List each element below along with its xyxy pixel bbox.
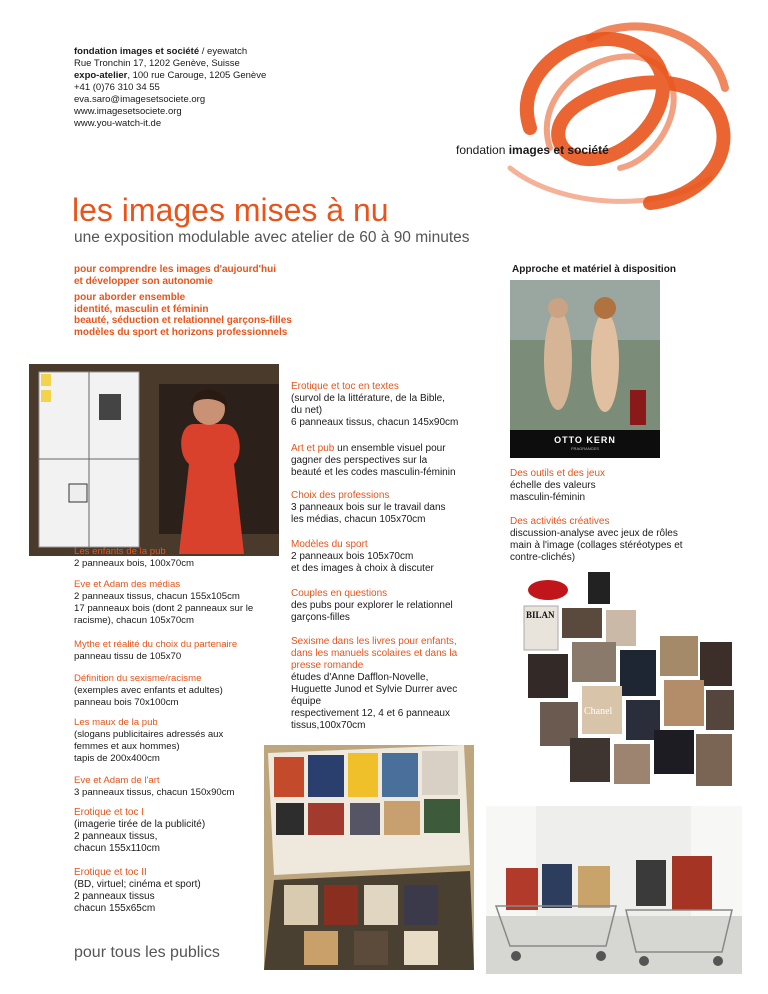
block-heading: Définition du sexisme/racisme xyxy=(74,673,202,684)
block-sexisme xyxy=(291,636,496,732)
block-heading: Eve et Adam de l'art xyxy=(74,775,160,786)
intro-line: identité, masculin et féminin xyxy=(74,303,209,315)
block-activites xyxy=(510,516,740,564)
block-line: panneau bois 70x100cm xyxy=(74,697,179,708)
intro-block xyxy=(74,264,474,343)
block-line: 3 panneaux tissus, chacun 150x90cm xyxy=(74,787,235,798)
advertisement-photo xyxy=(510,280,660,458)
block-line: (BD, virtuel; cinéma et sport) xyxy=(74,879,201,890)
block-heading: Les maux de la pub xyxy=(74,717,158,728)
block-heading: dans les manuels scolaires et dans la xyxy=(291,648,458,659)
block-heading-rest: un ensemble visuel pour xyxy=(334,443,446,454)
block-line: garçons-filles xyxy=(291,612,350,623)
block-heading: presse romande xyxy=(291,660,364,671)
block-line: 2 panneaux tissus xyxy=(74,891,155,902)
exhibition-panels-photo xyxy=(264,745,474,970)
block-enfants-pub xyxy=(74,546,274,570)
block-line: 2 panneaux bois, 100x70cm xyxy=(74,558,195,569)
block-line: tissus,100x70cm xyxy=(291,720,366,731)
block-line: des pubs pour explorer le relationnel xyxy=(291,600,453,611)
org-suffix: / eyewatch xyxy=(199,46,248,57)
block-definition xyxy=(74,673,274,709)
block-art-pub xyxy=(291,443,491,479)
block-maux-pub xyxy=(74,717,274,765)
website-link-2[interactable]: www.you-watch-it.de xyxy=(74,118,162,129)
block-heading: Les enfants de la pub xyxy=(74,546,166,557)
block-heading: Erotique et toc I xyxy=(74,807,145,818)
block-eve-adam-medias xyxy=(74,579,284,627)
block-couples xyxy=(291,588,491,624)
block-line: chacun 155x110cm xyxy=(74,843,160,854)
intro-line: pour comprendre les images d'aujourd'hui xyxy=(74,264,277,275)
block-line: 2 panneaux bois 105x70cm xyxy=(291,551,414,562)
block-line: du net) xyxy=(291,405,323,416)
block-eve-adam-art xyxy=(74,775,274,799)
logo-word-1: fondation xyxy=(456,143,509,157)
block-line: chacun 155x65cm xyxy=(74,903,156,914)
block-mythe xyxy=(74,639,274,663)
block-line: racisme), chacun 105x70cm xyxy=(74,615,194,626)
intro-line: modèles du sport et horizons professionnels xyxy=(74,326,288,338)
block-erotique-toc-2 xyxy=(74,867,274,915)
block-line: 6 panneaux tissus, chacun 145x90cm xyxy=(291,417,459,428)
block-heading: Mythe et réalité du choix du partenaire xyxy=(74,639,238,650)
block-line: contre-clichés) xyxy=(510,552,576,563)
block-professions xyxy=(291,490,491,526)
org-name: fondation images et société xyxy=(74,46,200,57)
intro-line: et développer son autonomie xyxy=(74,275,213,287)
block-line: (survol de la littérature, de la Bible, xyxy=(291,393,445,404)
block-line: 2 panneaux tissus, xyxy=(74,831,158,842)
presenter-photo xyxy=(29,364,279,556)
block-line: 17 panneaux bois (dont 2 panneaux sur le xyxy=(74,603,254,614)
block-heading: Sexisme dans les livres pour enfants, xyxy=(291,636,457,647)
block-heading: Erotique et toc en textes xyxy=(291,381,399,392)
intro-line: beauté, séduction et relationnel garçons-filles xyxy=(74,315,292,326)
block-line: tapis de 200x400cm xyxy=(74,753,160,764)
block-line: (imagerie tirée de la publicité) xyxy=(74,819,206,830)
block-line: gagner des perspectives sur la xyxy=(291,455,428,466)
footer-tagline: pour tous les publics xyxy=(74,944,220,961)
side-heading: Approche et matériel à disposition xyxy=(512,264,676,275)
block-line: panneau tissu de 105x70 xyxy=(74,651,182,662)
block-heading: Choix des professions xyxy=(291,490,390,501)
block-line: les médias, chacun 105x70cm xyxy=(291,514,426,525)
block-sport xyxy=(291,539,491,575)
ad-brand: OTTO KERN xyxy=(554,435,616,445)
page-subtitle: une exposition modulable avec atelier de 60 à 90 minutes xyxy=(74,229,470,246)
block-line: études d'Anne Dafflon-Novelle, xyxy=(291,672,429,683)
block-heading: Erotique et toc II xyxy=(74,867,147,878)
block-heading: Art et pub xyxy=(291,443,335,454)
block-line: femmes et aux hommes) xyxy=(74,741,180,752)
block-heading: Eve et Adam des médias xyxy=(74,579,181,590)
logo-word-2: images et société xyxy=(508,143,609,157)
logo-wordmark xyxy=(456,143,609,157)
block-erotique-toc-1 xyxy=(74,807,274,855)
block-line: beauté et les codes masculin-féminin xyxy=(291,467,456,478)
address: Rue Tronchin 17, 1202 Genève, Suisse xyxy=(74,58,240,69)
block-line: (exemples avec enfants et adultes) xyxy=(74,685,223,696)
page-title: les images mises à nu xyxy=(72,192,389,228)
phone: +41 (0)76 310 34 55 xyxy=(74,82,160,93)
block-heading: Modèles du sport xyxy=(291,539,368,550)
block-line: Huguette Junod et Sylvie Durrer avec xyxy=(291,684,458,695)
block-line: et des images à choix à discuter xyxy=(291,563,434,574)
block-erotique-textes xyxy=(291,381,491,429)
block-line: discussion-analyse avec jeux de rôles xyxy=(510,528,678,539)
collage-label-chanel: Chanel xyxy=(584,706,613,717)
expo-label: expo-atelier xyxy=(74,70,128,81)
block-line: main à l'image (collages stéréotypes et xyxy=(510,540,683,551)
intro-line: pour aborder ensemble xyxy=(74,292,186,303)
email-link[interactable]: eva.saro@imagesetsociete.org xyxy=(74,94,206,105)
block-line: masculin-féminin xyxy=(510,492,586,503)
block-heading: Des activités créatives xyxy=(510,516,610,527)
magazine-collage xyxy=(510,568,736,790)
website-link[interactable]: www.imagesetsociete.org xyxy=(74,106,182,117)
ribbon-logo-graphic xyxy=(470,8,740,218)
contact-block xyxy=(74,46,266,130)
collage-label-bilan: BILAN xyxy=(526,610,555,620)
ad-brand-sub: FRAGRANCES xyxy=(571,446,599,451)
block-heading: Couples en questions xyxy=(291,588,388,599)
block-outils xyxy=(510,468,730,504)
block-line: 2 panneaux tissus, chacun 155x105cm xyxy=(74,591,240,602)
block-line: (slogans publicitaires adressés aux xyxy=(74,729,224,740)
block-line: équipe xyxy=(291,696,322,707)
trolleys-photo xyxy=(486,806,742,974)
block-line: 3 panneaux bois sur le travail dans xyxy=(291,502,446,513)
block-heading: Des outils et des jeux xyxy=(510,468,606,479)
block-line: échelle des valeurs xyxy=(510,480,596,491)
expo-address: , 100 rue Carouge, 1205 Genève xyxy=(127,70,267,81)
block-line: respectivement 12, 4 et 6 panneaux xyxy=(291,708,450,719)
